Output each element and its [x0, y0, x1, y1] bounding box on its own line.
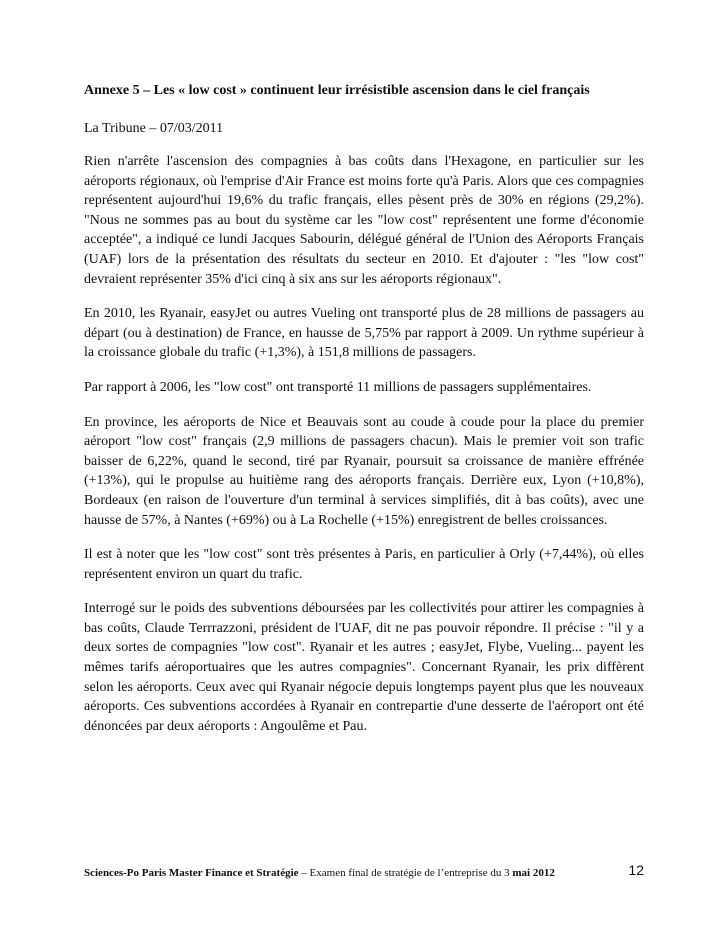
page-footer	[84, 862, 644, 880]
annex-heading: Annexe 5 – Les « low cost » continuent leur irrésistible ascension dans le ciel français	[84, 83, 590, 98]
article-source: La Tribune – 07/03/2011	[84, 121, 224, 136]
footer-school: Sciences-Po Paris Master Finance et Stratégie	[84, 867, 299, 879]
footer-exam-text: – Examen final de stratégie de l’entreprise du 3	[298, 867, 513, 879]
page-number: 12	[628, 862, 644, 878]
paragraph-6: Interrogé sur le poids des subventions déboursées par les collectivités pour attirer les compagnies à bas coûts, Claude Terrrazzoni, président de l'UAF, dit ne pas pouvoir répondre. Il précise : "il y a deux sortes de compagnies "low cost". Ryanair et les autres ; easyJet, Flybe, Vueling... payent les mêmes tarifs aéroportuaires que les autres compagnies". Concernant Ryanair, les prix diffèrent selon les aéroports. Ceux avec qui Ryanair négocie depuis longtemps payent plus que les nouveaux aéroports. Ces subventions accordées à Ryanair en contrepartie d'une desserte de l'aéroport ont été dénoncées par deux aéroports : Angoulême et Pau.	[84, 601, 644, 734]
paragraph-1: Rien n'arrête l'ascension des compagnies à bas coûts dans l'Hexagone, en particulier sur les aéroports régionaux, où l'emprise d'Air France est moins forte qu'à Paris. Alors que ces compagnies représentent aujourd'hui 19,6% du trafic français, elles pèsent près de 30% en régions (29,2%). "Nous ne sommes pas au bout du système car les "low cost" représentent une forme d'économie acceptée", a indiqué ce lundi Jacques Sabourin, délégué général de l'Union des Aéroports Français (UAF) lors de la présentation des résultats du secteur en 2010. Et d'ajouter : "les "low cost" devraient représenter 35% d'ici cinq à six ans sur les aéroports régionaux".	[84, 154, 644, 287]
paragraph-4: En province, les aéroports de Nice et Beauvais sont au coude à coude pour la place du premier aéroport "low cost" français (2,9 millions de passagers chacun). Mais le premier voit son trafic baisser de 6,22%, quand le second, tiré par Ryanair, poursuit sa croissance de manière effrénée (+13%), qui le propulse au huitième rang des aéroports français. Derrière eux, Lyon (+10,8%), Bordeaux (en raison de l'ouverture d'un terminal à services simplifiés, dit à bas coûts), avec une hausse de 57%, à Nantes (+69%) ou à La Rochelle (+15%) enregistrent de belles croissances.	[84, 414, 644, 528]
paragraph-5: Il est à noter que les "low cost" sont très présentes à Paris, en particulier à Orly (+7,44%), où elles représentent environ un quart du trafic.	[84, 547, 644, 582]
paragraph-3: Par rapport à 2006, les "low cost" ont transporté 11 millions de passagers supplémentaires.	[84, 379, 592, 395]
footer-date: mai 2012	[512, 867, 555, 879]
paragraph-2: En 2010, les Ryanair, easyJet ou autres Vueling ont transporté plus de 28 millions de passagers au départ (ou à destination) de France, en hausse de 5,75% par rapport à 2009. Un rythme supérieur à la croissance globale du trafic (+1,3%), à 151,8 millions de passagers.	[84, 306, 644, 361]
document-body	[84, 82, 644, 751]
